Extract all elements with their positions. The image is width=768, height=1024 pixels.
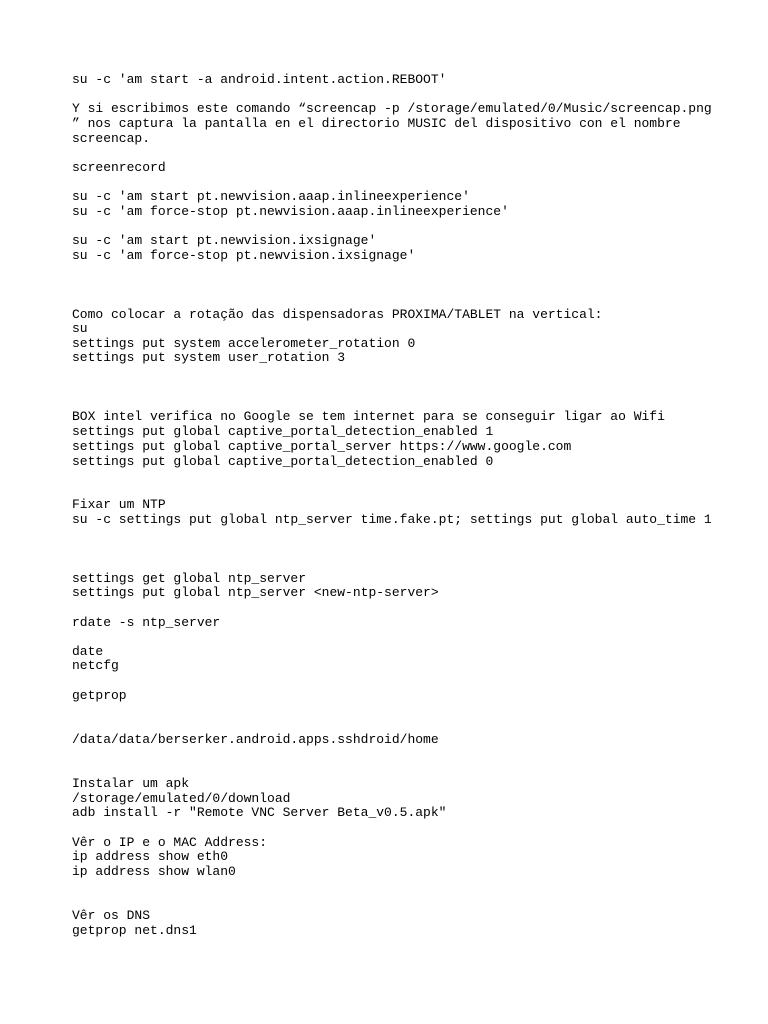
text-line: settings put global captive_portal_detection_enabled 1 [72, 424, 494, 439]
text-line: getprop [72, 688, 127, 703]
text-line: su -c 'am start -a android.intent.action.REBOOT' [72, 72, 447, 87]
text-line: date [72, 644, 104, 659]
text-line: Vêr o IP e o MAC Address: [72, 835, 268, 850]
text-line: su -c settings put global ntp_server time.fake.pt; settings put global auto_time 1 [72, 512, 712, 527]
text-line: rdate -s ntp_server [72, 615, 221, 630]
text-line: adb install -r "Remote VNC Server Beta_v0.5.apk" [72, 805, 447, 820]
text-line: settings get global ntp_server [72, 571, 307, 586]
text-line: screencap. [72, 131, 151, 146]
text-line: BOX intel verifica no Google se tem internet para se conseguir ligar ao Wifi [72, 409, 665, 424]
text-line: su -c 'am start pt.newvision.ixsignage' [72, 233, 377, 248]
text-line: settings put global captive_portal_server https://www.google.com [72, 439, 572, 454]
text-line: getprop net.dns1 [72, 923, 197, 938]
text-line: ip address show wlan0 [72, 864, 236, 879]
text-line: netcfg [72, 658, 119, 673]
text-line: screenrecord [72, 160, 166, 175]
text-line: Como colocar a rotação das dispensadoras PROXIMA/TABLET na vertical: [72, 307, 603, 322]
text-line: Fixar um NTP [72, 497, 166, 512]
text-line: /data/data/berserker.android.apps.sshdroid/home [72, 732, 439, 747]
text-line: Y si escribimos este comando “screencap -p /storage/emulated/0/Music/screencap.png [72, 101, 712, 116]
text-line: /storage/emulated/0/download [72, 791, 291, 806]
text-line: Instalar um apk [72, 776, 190, 791]
text-line: su [72, 321, 88, 336]
text-line: ip address show eth0 [72, 849, 229, 864]
text-line: su -c 'am force-stop pt.newvision.aaap.inlineexperience' [72, 204, 509, 219]
text-line: su -c 'am start pt.newvision.aaap.inlineexperience' [72, 189, 470, 204]
text-line: settings put system accelerometer_rotation 0 [72, 336, 416, 351]
text-line: su -c 'am force-stop pt.newvision.ixsignage' [72, 248, 416, 263]
text-line: ” nos captura la pantalla en el directorio MUSIC del dispositivo con el nombre [72, 116, 681, 131]
text-line: settings put system user_rotation 3 [72, 350, 346, 365]
text-line: Vêr os DNS [72, 908, 151, 923]
text-line: settings put global captive_portal_detection_enabled 0 [72, 454, 494, 469]
text-line: settings put global ntp_server <new-ntp-server> [72, 585, 439, 600]
